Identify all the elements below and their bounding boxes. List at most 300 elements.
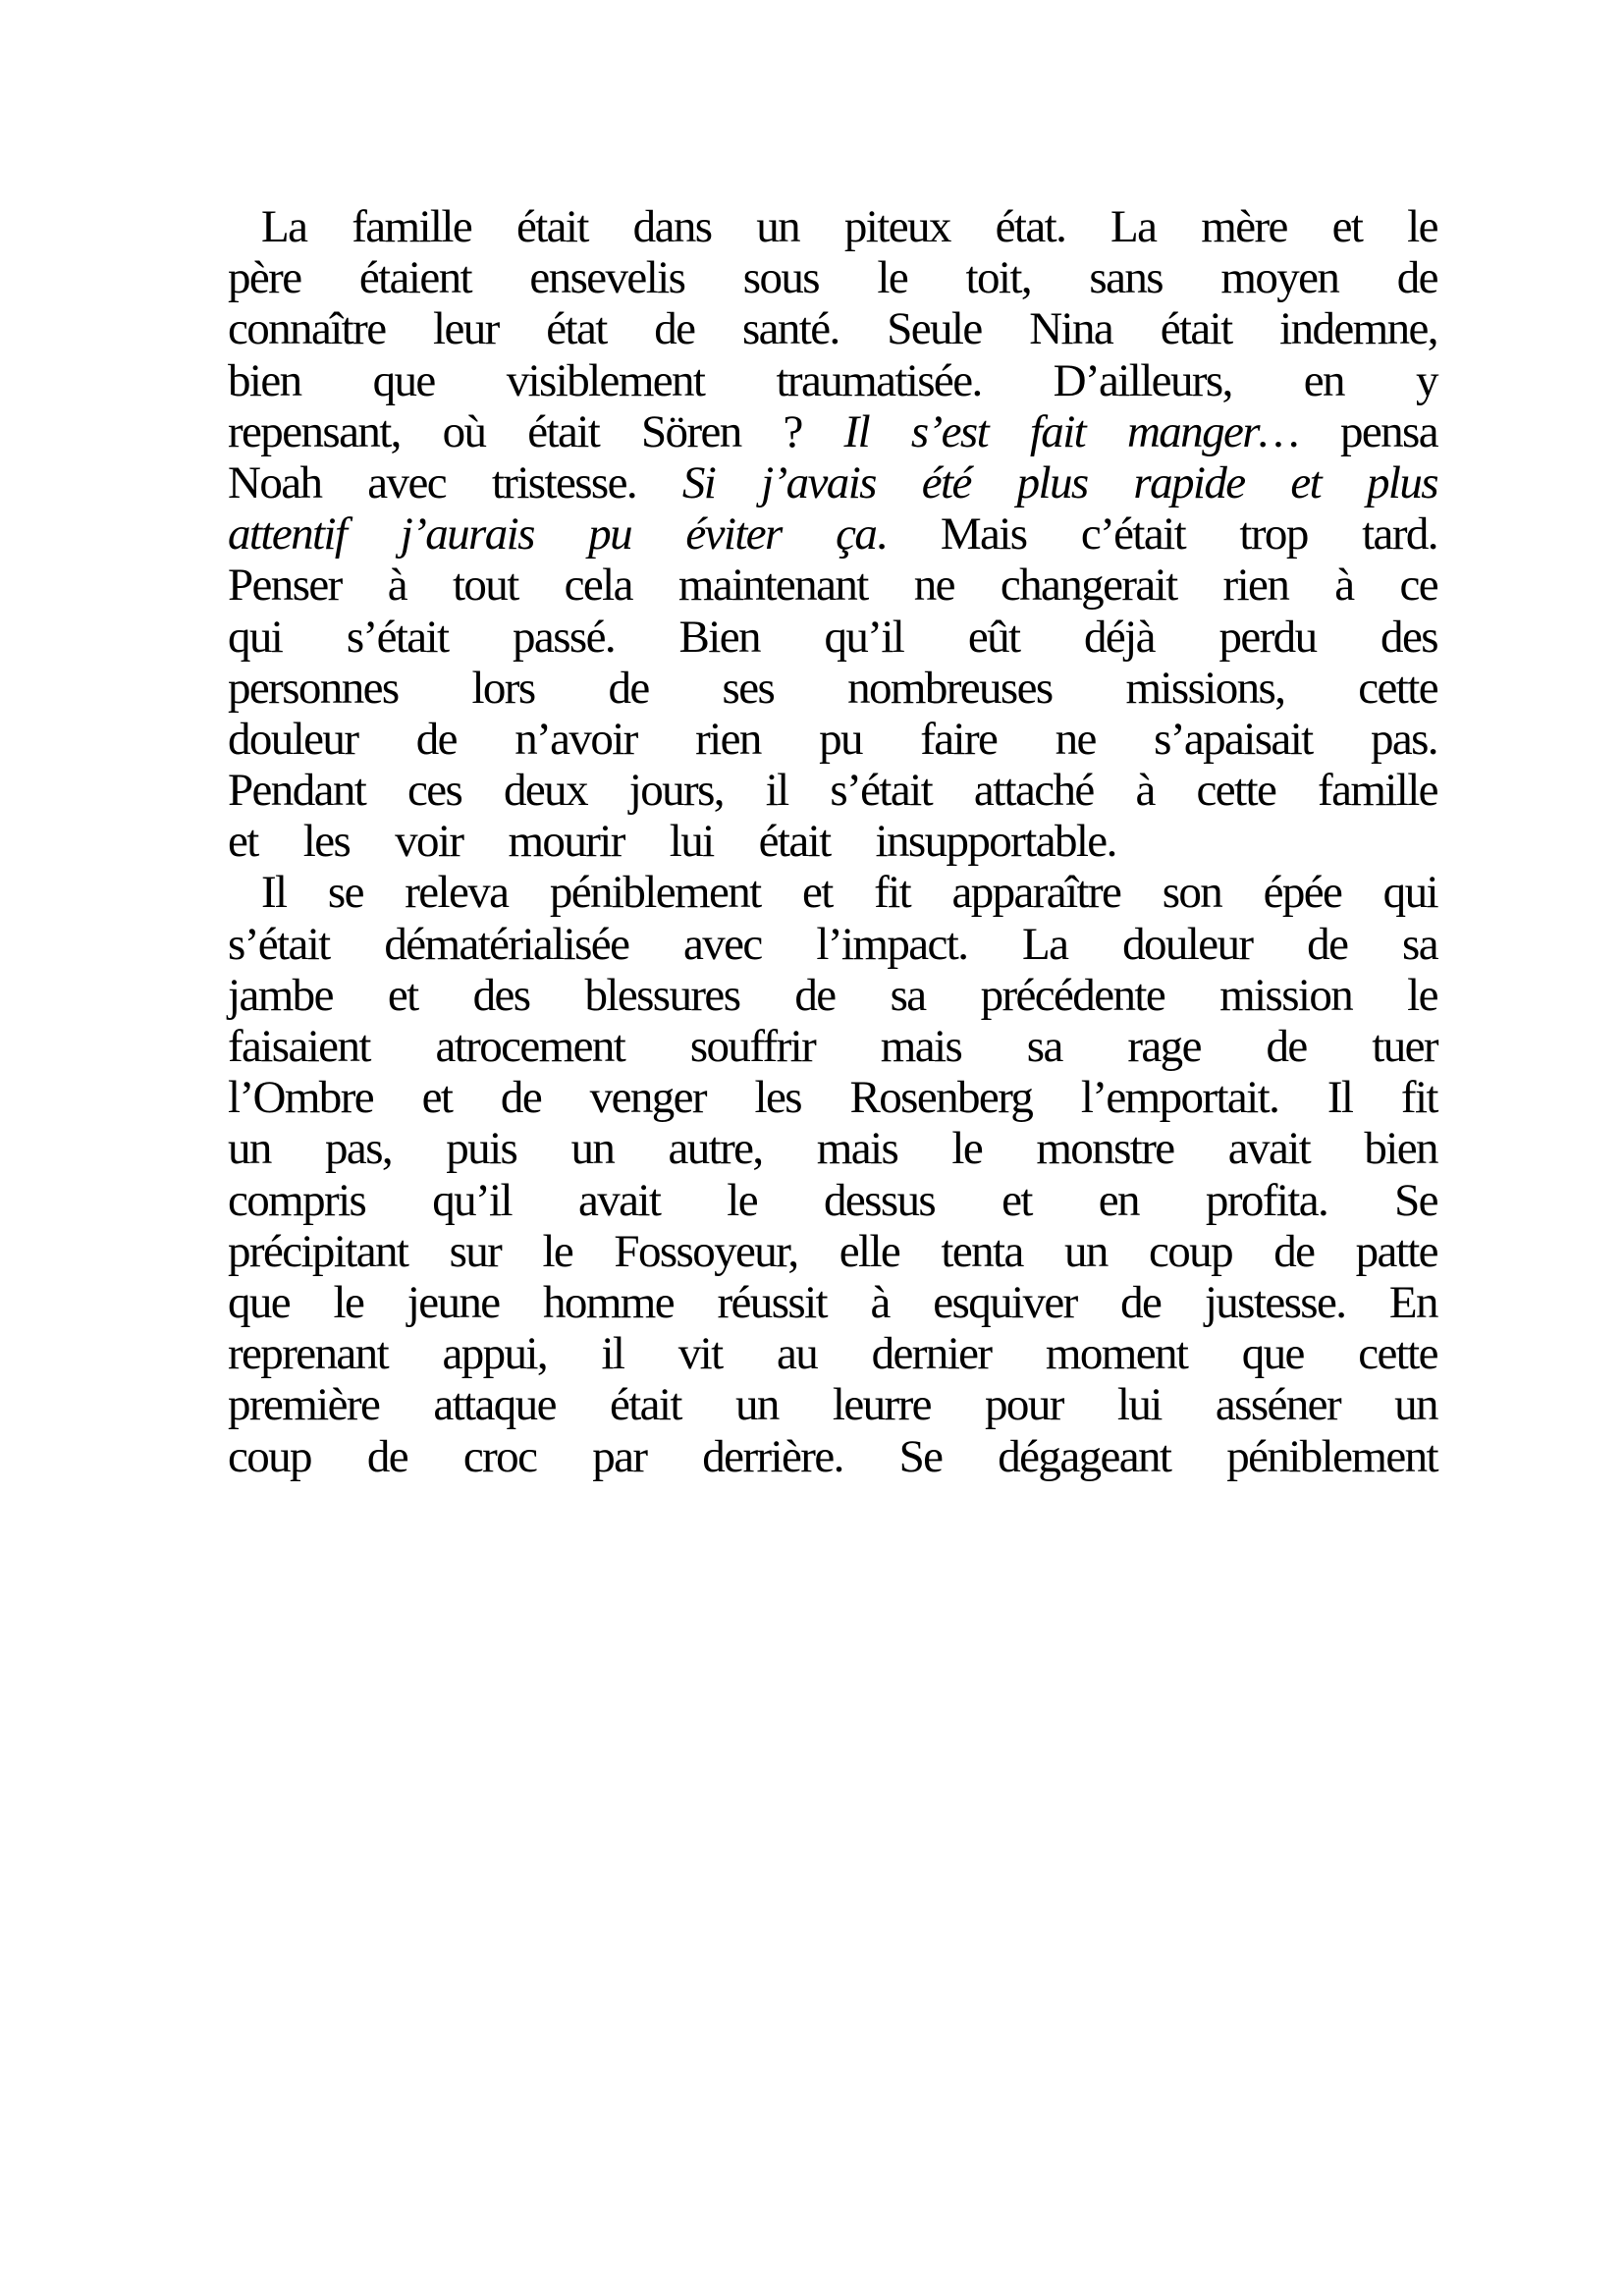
- word: [645, 1328, 723, 1379]
- word: [228, 201, 306, 252]
- text-run: dans: [632, 201, 712, 252]
- text-run: piteux: [843, 201, 950, 252]
- word: [723, 201, 799, 252]
- text-run: moment: [1045, 1328, 1188, 1380]
- text-run: Mais: [940, 508, 1027, 561]
- word: [194, 303, 385, 354]
- text-run: La: [261, 201, 307, 252]
- text-run: qu’il: [824, 611, 904, 663]
- text-run: jours,: [628, 765, 724, 817]
- text-run: péniblement: [1226, 1430, 1437, 1482]
- text-run: et: [228, 816, 258, 868]
- word: [470, 765, 587, 816]
- text-run: un: [756, 201, 800, 252]
- text-run: atrocement: [435, 1021, 625, 1072]
- text-run: de: [415, 713, 457, 765]
- word: [1333, 457, 1437, 508]
- text-run: Rosenberg: [849, 1072, 1033, 1124]
- text-run: pour: [985, 1379, 1063, 1431]
- text-run: patte: [1355, 1225, 1437, 1277]
- word: [783, 919, 967, 970]
- word: [537, 1123, 614, 1174]
- text-run: tard.: [1362, 508, 1437, 561]
- word: [1120, 714, 1313, 765]
- word: [409, 406, 486, 457]
- text-run: insupportable.: [875, 816, 1116, 868]
- italic-text: été: [921, 456, 971, 508]
- word: [1301, 560, 1353, 611]
- word: [402, 1021, 624, 1072]
- word: [918, 867, 1120, 918]
- word: [1056, 252, 1163, 303]
- text-run: releva: [405, 867, 509, 919]
- word: [811, 201, 950, 252]
- text-run: venger: [589, 1072, 706, 1124]
- text-run: c’était: [1080, 508, 1186, 561]
- word: [710, 252, 819, 303]
- text-run: était: [609, 1379, 681, 1431]
- word: [1294, 1072, 1353, 1123]
- text-run: famille: [352, 201, 472, 252]
- word: [1094, 406, 1298, 457]
- word: [367, 508, 534, 560]
- text-run: appui,: [442, 1328, 548, 1380]
- word: [334, 457, 446, 508]
- word: [574, 663, 648, 714]
- italic-text: et: [1290, 456, 1322, 508]
- text-run: se: [327, 867, 363, 919]
- italic-text: pu: [588, 508, 631, 561]
- text-line: [194, 252, 1437, 303]
- text-run: apparaître: [951, 867, 1121, 919]
- word: [814, 663, 1053, 714]
- word: [194, 663, 399, 714]
- text-run: déjà: [1084, 611, 1155, 663]
- text-run: le: [727, 1174, 757, 1226]
- text-run: missions,: [1125, 662, 1285, 714]
- text-run: que: [1241, 1328, 1304, 1380]
- word: [1186, 970, 1352, 1021]
- text-run: faire: [920, 713, 998, 765]
- word: [742, 355, 981, 406]
- text-run: y: [1416, 354, 1437, 406]
- text-line: [194, 714, 1437, 765]
- word: [1323, 1226, 1437, 1277]
- text-run: traumatisée.: [776, 354, 982, 406]
- document-page: [194, 201, 1437, 1482]
- word: [194, 252, 300, 303]
- word: [509, 1226, 572, 1277]
- text-line: [194, 355, 1437, 406]
- word: [568, 1328, 623, 1379]
- text-run: repensant,: [228, 405, 401, 457]
- word: [843, 252, 907, 303]
- text-line: [194, 1021, 1437, 1072]
- text-run: Se: [898, 1430, 943, 1482]
- text-run: Penser: [228, 560, 342, 612]
- word: [1328, 508, 1437, 560]
- italic-text: plus: [1016, 456, 1088, 508]
- word: [769, 867, 833, 918]
- text-run: dégageant: [998, 1430, 1171, 1482]
- word: [857, 970, 926, 1021]
- word: [557, 1072, 706, 1123]
- word: [555, 508, 631, 560]
- text-run: .: [876, 508, 887, 561]
- text-run: précipitant: [228, 1225, 408, 1277]
- word: [907, 508, 1027, 560]
- text-run: lui: [1116, 1379, 1162, 1431]
- text-run: s’était: [346, 611, 449, 663]
- word: [481, 714, 637, 765]
- word: [559, 1431, 646, 1482]
- word: [389, 1072, 453, 1123]
- text-line: [194, 1226, 1437, 1277]
- text-line: [194, 1072, 1437, 1123]
- text-run: elle: [839, 1225, 900, 1277]
- word: [799, 1379, 931, 1430]
- text-run: Il: [1326, 1072, 1353, 1124]
- text-run: au: [777, 1328, 818, 1380]
- text-run: Noah: [228, 456, 322, 508]
- text-run: et: [421, 1072, 453, 1124]
- text-run: autre,: [668, 1123, 763, 1175]
- word: [1206, 508, 1307, 560]
- text-run: La: [1022, 918, 1068, 970]
- word: [1048, 1072, 1278, 1123]
- word: [968, 1175, 1032, 1226]
- italic-text: j’aurais: [400, 508, 534, 561]
- word: [551, 970, 739, 1021]
- word: [194, 919, 330, 970]
- word: [513, 303, 606, 354]
- word: [270, 816, 350, 867]
- word: [1129, 867, 1222, 918]
- italic-text: manger…: [1126, 405, 1299, 457]
- word: [194, 816, 258, 867]
- text-run: justesse.: [1204, 1276, 1346, 1328]
- word: [194, 1021, 370, 1072]
- text-line: [194, 457, 1437, 508]
- text-run: perdu: [1218, 611, 1317, 663]
- word: [1374, 201, 1437, 252]
- text-run: douleur: [1122, 918, 1253, 970]
- text-run: deux: [504, 765, 587, 817]
- word: [709, 303, 839, 354]
- word: [1307, 406, 1437, 457]
- text-run: nombreuses: [847, 662, 1053, 714]
- word: [889, 457, 971, 508]
- text-run: épée: [1263, 867, 1342, 919]
- text-run: En: [1388, 1276, 1437, 1328]
- italic-text: j’avais: [761, 456, 876, 508]
- word: [194, 1226, 407, 1277]
- text-run: cette: [1358, 1328, 1437, 1380]
- word: [935, 612, 1020, 663]
- text-run: état.: [995, 201, 1066, 252]
- text-run: tout: [452, 560, 518, 612]
- text-run: blessures: [584, 969, 740, 1021]
- text-run: D’ailleurs,: [1053, 354, 1232, 406]
- text-run: maintenant: [677, 560, 868, 612]
- word: [1347, 612, 1437, 663]
- word: [596, 765, 724, 816]
- text-run: esquiver: [933, 1276, 1077, 1328]
- text-line: [194, 1379, 1437, 1430]
- text-run: un: [1394, 1379, 1437, 1431]
- word: [1361, 1379, 1437, 1430]
- text-run: souffrir: [689, 1021, 816, 1072]
- word: [194, 970, 333, 1021]
- word: [796, 765, 932, 816]
- text-run: sans: [1089, 252, 1163, 304]
- word: [295, 867, 363, 918]
- text-line: [194, 816, 1437, 867]
- text-run: Pendant: [228, 765, 366, 817]
- text-run: derrière.: [702, 1430, 843, 1482]
- word: [1374, 970, 1437, 1021]
- text-run: sur: [449, 1225, 502, 1277]
- text-run: tuer: [1372, 1021, 1437, 1072]
- text-run: avec: [683, 918, 762, 970]
- text-run: à: [1334, 560, 1354, 612]
- text-run: de: [1266, 1021, 1307, 1072]
- text-run: voir: [395, 816, 463, 868]
- text-line: [194, 612, 1437, 663]
- text-line: [194, 1277, 1437, 1328]
- text-run: et: [1331, 201, 1363, 252]
- word: [194, 560, 342, 611]
- text-run: l’emportait.: [1080, 1072, 1279, 1124]
- word: [1361, 1175, 1437, 1226]
- word: [1325, 1328, 1437, 1379]
- text-line: [194, 1328, 1437, 1379]
- text-run: pensa: [1339, 405, 1437, 457]
- word: [483, 201, 588, 252]
- italic-text: éviter: [685, 508, 782, 561]
- word: [1382, 355, 1437, 406]
- word: [416, 1226, 502, 1277]
- italic-text: attentif: [228, 508, 347, 561]
- word: [194, 1072, 373, 1123]
- word: [194, 612, 282, 663]
- text-run: pas,: [325, 1123, 393, 1175]
- word: [194, 1379, 379, 1430]
- word: [811, 406, 870, 457]
- word: [951, 1379, 1063, 1430]
- word: [1089, 919, 1252, 970]
- word: [989, 919, 1067, 970]
- word: [1190, 560, 1289, 611]
- text-run: un: [1063, 1225, 1108, 1277]
- text-run: ne: [913, 560, 954, 612]
- italic-text: ça: [836, 508, 877, 561]
- word: [374, 1277, 500, 1328]
- text-run: que: [228, 1276, 291, 1328]
- word: [313, 612, 449, 663]
- text-run: famille: [1318, 765, 1437, 817]
- word: [839, 1328, 992, 1379]
- text-run: qui: [228, 611, 283, 663]
- text-run: personnes: [228, 662, 399, 714]
- text-run: s’était: [228, 918, 330, 970]
- word: [994, 1021, 1062, 1072]
- text-run: lors: [471, 662, 535, 714]
- text-run: croc: [462, 1430, 537, 1482]
- text-run: mission: [1219, 969, 1353, 1021]
- text-run: homme: [543, 1276, 675, 1328]
- word: [1299, 201, 1363, 252]
- word: [419, 560, 518, 611]
- text-run: à: [387, 560, 406, 612]
- word: [1185, 612, 1316, 663]
- word: [933, 252, 1031, 303]
- word: [300, 1277, 364, 1328]
- text-run: rien: [1222, 560, 1289, 612]
- text-run: qu’il: [432, 1174, 512, 1226]
- word: [1084, 1379, 1162, 1430]
- word: [1020, 355, 1232, 406]
- word: [689, 663, 775, 714]
- text-run: sa: [890, 969, 926, 1021]
- word: [1022, 714, 1096, 765]
- word: [383, 714, 457, 765]
- word: [1273, 919, 1347, 970]
- word: [1171, 1277, 1346, 1328]
- word: [496, 252, 684, 303]
- word: [669, 1431, 842, 1482]
- text-line: [194, 508, 1437, 560]
- text-run: dématérialisée: [384, 918, 629, 970]
- text-run: était: [1160, 303, 1232, 355]
- word: [1240, 1226, 1314, 1277]
- text-run: toit,: [965, 252, 1031, 304]
- text-run: Sören: [641, 405, 741, 457]
- word: [600, 201, 712, 252]
- text-run: pas.: [1370, 713, 1437, 765]
- text-run: un: [228, 1123, 271, 1175]
- word: [438, 663, 534, 714]
- text-run: santé.: [741, 303, 839, 355]
- word: [1369, 919, 1437, 970]
- word: [194, 714, 357, 765]
- word: [817, 1072, 1033, 1123]
- text-run: réussit: [717, 1276, 828, 1328]
- text-run: bien: [228, 354, 301, 406]
- text-run: de: [654, 303, 695, 355]
- text-run: mais: [880, 1021, 962, 1072]
- word: [440, 970, 530, 1021]
- word: [545, 1175, 660, 1226]
- text-run: ce: [1399, 560, 1437, 612]
- word: [866, 1431, 943, 1482]
- text-run: pu: [819, 713, 862, 765]
- word: [1350, 867, 1437, 918]
- word: [1337, 714, 1437, 765]
- word: [878, 406, 988, 457]
- word: [1330, 1123, 1437, 1174]
- word: [1051, 612, 1155, 663]
- text-run: indemne,: [1279, 303, 1437, 355]
- word: [1031, 1226, 1108, 1277]
- word: [408, 1328, 547, 1379]
- text-line: [194, 560, 1437, 611]
- word: [1164, 765, 1276, 816]
- text-run: était: [758, 816, 831, 868]
- text-run: jeune: [406, 1276, 500, 1328]
- word: [318, 201, 471, 252]
- word: [292, 1123, 392, 1174]
- text-run: sous: [742, 252, 819, 304]
- word: [662, 714, 761, 765]
- word: [853, 303, 981, 354]
- word: [228, 867, 287, 918]
- text-line: [194, 765, 1437, 816]
- word: [646, 612, 760, 663]
- italic-text: plus: [1367, 456, 1437, 508]
- text-run: un: [734, 1379, 779, 1431]
- word: [334, 1431, 407, 1482]
- word: [412, 1123, 516, 1174]
- text-run: fit: [874, 867, 911, 919]
- word: [576, 1379, 681, 1430]
- word: [693, 1175, 757, 1226]
- text-line: [194, 1175, 1437, 1226]
- text-line: [194, 867, 1437, 918]
- text-run: Se: [1394, 1174, 1437, 1226]
- text-run: le: [1407, 969, 1437, 1021]
- text-run: précédente: [980, 969, 1165, 1021]
- word: [728, 457, 876, 508]
- text-run: coup: [1149, 1225, 1232, 1277]
- text-run: ses: [722, 662, 775, 714]
- word: [351, 919, 628, 970]
- text-run: était: [527, 405, 600, 457]
- word: [802, 508, 886, 560]
- text-run: en: [1098, 1174, 1139, 1226]
- text-run: Nina: [1029, 303, 1113, 355]
- text-run: s’apaisait: [1154, 713, 1313, 765]
- text-run: qui: [1382, 867, 1437, 919]
- word: [1187, 252, 1338, 303]
- word: [194, 457, 321, 508]
- text-run: visiblement: [506, 354, 705, 406]
- word: [1092, 663, 1284, 714]
- word: [1356, 1277, 1437, 1328]
- text-run: l’Ombre: [228, 1072, 374, 1124]
- text-run: péniblement: [549, 867, 761, 919]
- word: [467, 1072, 541, 1123]
- word: [494, 406, 599, 457]
- text-run: rien: [695, 713, 761, 765]
- word: [650, 919, 762, 970]
- text-run: les: [754, 1072, 801, 1124]
- text-run: par: [592, 1430, 647, 1482]
- word: [785, 714, 862, 765]
- word: [838, 1277, 890, 1328]
- text-run: attaché: [973, 765, 1094, 817]
- word: [743, 1328, 817, 1379]
- word: [399, 1175, 512, 1226]
- text-run: cette: [1358, 662, 1437, 714]
- text-line: [194, 919, 1437, 970]
- word: [1325, 663, 1437, 714]
- text-run: à: [1135, 765, 1155, 817]
- text-run: asséner: [1215, 1379, 1340, 1431]
- word: [1230, 867, 1342, 918]
- text-run: changerait: [1000, 560, 1177, 612]
- text-run: les: [302, 816, 351, 868]
